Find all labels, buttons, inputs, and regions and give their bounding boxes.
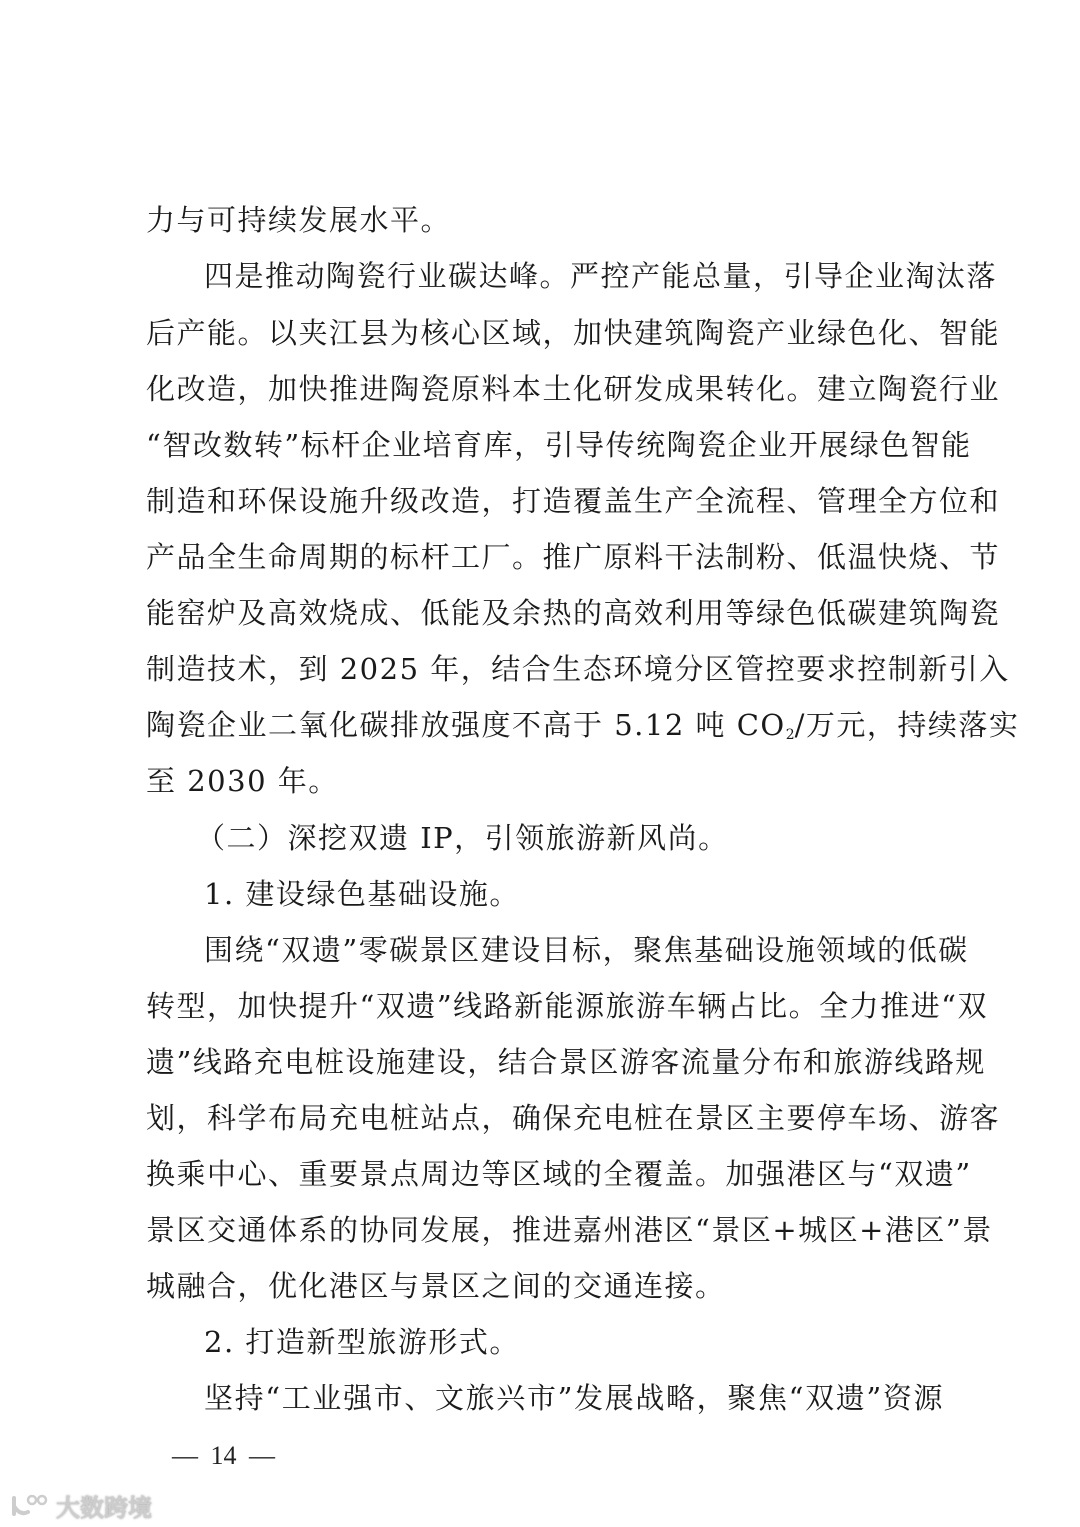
text-line: 换乘中心、重要景点周边等区域的全覆盖。加强港区与“双遗” bbox=[146, 1157, 972, 1191]
text-line: 至 2030 年。 bbox=[146, 764, 339, 798]
subheading-2: 2. 打造新型旅游形式。 bbox=[204, 1325, 520, 1359]
text-line: 划，科学布局充电桩站点，确保充电桩在景区主要停车场、游客 bbox=[146, 1101, 1001, 1135]
text-line: 景区交通体系的协同发展，推进嘉州港区“景区+城区+港区”景 bbox=[146, 1213, 993, 1247]
subscript: 2 bbox=[785, 727, 795, 743]
text-line: 转型，加快提升“双遗”线路新能源旅游车辆占比。全力推进“双 bbox=[146, 989, 988, 1023]
text-line: 遗”线路充电桩设施建设，结合景区游客流量分布和旅游线路规 bbox=[146, 1045, 986, 1079]
text-line: 化改造，加快推进陶瓷原料本土化研发成果转化。建立陶瓷行业 bbox=[146, 372, 1001, 406]
watermark-text: 大数跨境 bbox=[56, 1494, 152, 1522]
text-line-co2 bbox=[146, 707, 1020, 743]
logo-icon bbox=[10, 1492, 50, 1520]
text-segment: 陶瓷企业二氧化碳排放强度不高于 5.12 吨 CO bbox=[146, 708, 786, 742]
text-line: 坚持“工业强市、文旅兴市”发展战略，聚焦“双遗”资源 bbox=[204, 1381, 944, 1415]
text-line: 制造技术，到 2025 年，结合生态环境分区管控要求控制新引入 bbox=[146, 652, 1010, 686]
text-line: 能窑炉及高效烧成、低能及余热的高效利用等绿色低碳建筑陶瓷 bbox=[146, 596, 1001, 630]
text-line: 城融合，优化港区与景区之间的交通连接。 bbox=[146, 1269, 726, 1303]
watermark bbox=[10, 1488, 152, 1523]
text-line: 围绕“双遗”零碳景区建设目标，聚焦基础设施领域的低碳 bbox=[204, 933, 969, 967]
text-segment: /万元，持续落实 bbox=[794, 708, 1020, 742]
text-line: “智改数转”标杆企业培育库，引导传统陶瓷企业开展绿色智能 bbox=[146, 428, 972, 462]
page-number: — 14 — bbox=[172, 1441, 275, 1470]
section-heading: （二）深挖双遗 IP，引领旅游新风尚。 bbox=[196, 821, 729, 855]
text-line: 后产能。以夹江县为核心区域，加快建筑陶瓷产业绿色化、智能 bbox=[146, 316, 1001, 350]
subheading-1: 1. 建设绿色基础设施。 bbox=[204, 877, 520, 911]
text-line: 产品全生命周期的标杆工厂。推广原料干法制粉、低温快烧、节 bbox=[146, 540, 1001, 574]
text-line: 力与可持续发展水平。 bbox=[146, 203, 452, 237]
text-line: 制造和环保设施升级改造，打造覆盖生产全流程、管理全方位和 bbox=[146, 484, 1001, 518]
text-line: 四是推动陶瓷行业碳达峰。严控产能总量，引导企业淘汰落 bbox=[204, 259, 998, 293]
